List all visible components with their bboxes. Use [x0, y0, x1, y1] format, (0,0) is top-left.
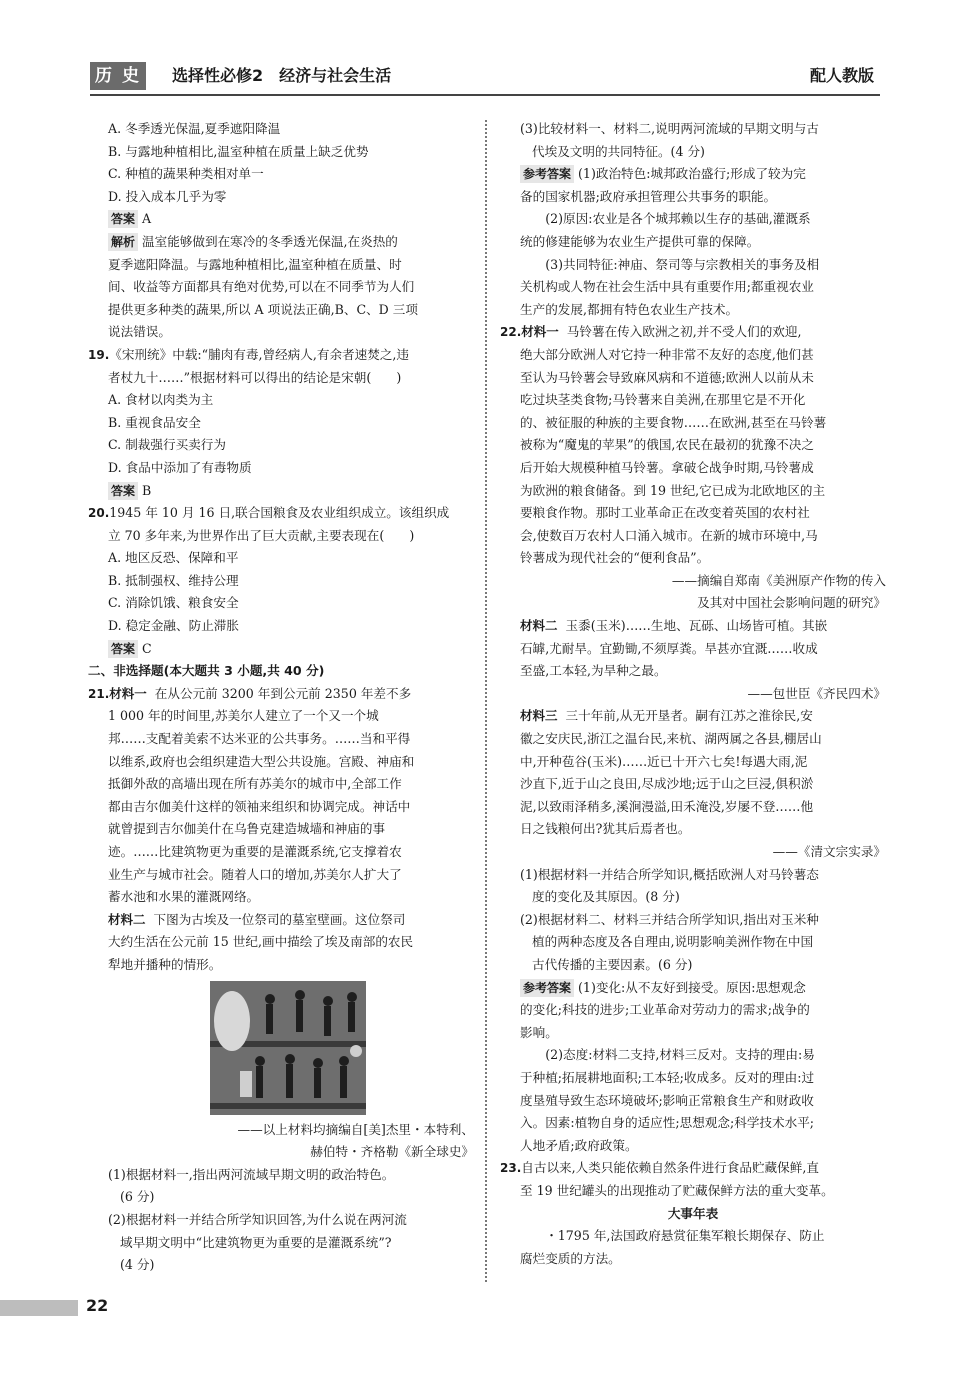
q20-stem: [88, 502, 474, 525]
material-tag: 材料二: [520, 618, 558, 634]
q21-sub2-points: (4 分): [120, 1257, 155, 1273]
q22-material-1: [500, 321, 886, 344]
page-header: [90, 62, 880, 92]
material-tag: 材料三: [520, 708, 558, 724]
q21-sub2-cont: 域早期文明中“比建筑物更为重要的是灌溉系统”?: [120, 1234, 392, 1250]
book-title: 选择性必修2 经济与社会生活: [172, 66, 392, 85]
timeline-title: 大事年表: [667, 1205, 719, 1221]
q18-option-c: C. 种植的蔬果种类相对单一: [108, 166, 264, 182]
material-line: 都由吉尔伽美什这样的领袖来组织和协调完成。神话中: [108, 798, 411, 814]
reference-tag: 参考答案: [520, 165, 574, 183]
q20-option-b: B. 抵制强权、维持公理: [108, 572, 239, 588]
q18-option-b: B. 与露地种植相比,温室种植在质量上缺乏优势: [108, 143, 369, 159]
material-line: 绝大部分欧洲人对它持一种非常不友好的态度,他们甚: [520, 346, 814, 362]
q22-sub1-cont: 度的变化及其原因。(8 分): [532, 889, 680, 905]
q19-option-a: A. 食材以肉类为主: [108, 392, 214, 408]
q20-option-c: C. 消除饥饿、粮食安全: [108, 595, 239, 611]
q21-reference: [500, 163, 886, 186]
section-heading: 二、非选择题(本大题共 3 小题,共 40 分): [88, 663, 325, 679]
material-line: 就曾提到吉尔伽美什在乌鲁克建造城墙和神庙的事: [108, 821, 386, 837]
analysis-text: 温室能够做到在寒冷的冬季透光保温,在炎热的: [142, 233, 398, 249]
material-line: 1 000 年的时间里,苏美尔人建立了一个又一个城: [108, 708, 379, 724]
q19-answer: [88, 480, 474, 503]
reference-text: (1)变化:从不友好到接受。原因:思想观念: [578, 979, 806, 995]
material-line: 邦……支配着美索不达米亚的公共事务。……当和平得: [108, 731, 411, 747]
right-column: [500, 118, 886, 1270]
reference-tag: 参考答案: [520, 979, 574, 997]
q18-analysis-line: 提供更多种类的蔬果,所以 A 项说法正确,B、C、D 三项: [108, 301, 418, 317]
mural-illustration: [210, 981, 366, 1115]
edition-label: 配人教版: [809, 66, 874, 85]
reference-line: 关机构或人物在社会生活中具有重要作用;都重视农业: [520, 279, 814, 295]
footer-bar: [0, 1300, 78, 1316]
question-number: 23.: [500, 1161, 522, 1176]
source-citation: ——以上材料均摘编自[美]杰里・本特利、: [237, 1121, 474, 1137]
reference-line: 人地矛盾;政府政策。: [520, 1137, 638, 1153]
q20-option-a: A. 地区反恐、保障和平: [108, 550, 239, 566]
material-line: 吃过块茎类食物;马铃薯来自美洲,在那里它是不开化: [520, 392, 806, 408]
reference-line: (3)共同特征:神庙、祭司等与宗教相关的事务及相: [545, 256, 820, 272]
answer-tag: 答案: [108, 210, 138, 228]
q19-option-d: D. 食品中添加了有毒物质: [108, 459, 252, 475]
question-number: 21.: [88, 686, 110, 701]
q23-stem: [500, 1157, 886, 1180]
header-rule: [90, 94, 880, 96]
q22-material-2: [500, 615, 886, 638]
q22-sub2-cont: 古代传播的主要因素。(6 分): [532, 956, 693, 972]
q22-sub1: (1)根据材料一并结合所学知识,概括欧洲人对马铃薯态: [520, 866, 819, 882]
material-line: 被称为“魔鬼的苹果”的俄国,农民在最初的犹豫不决之: [520, 437, 814, 453]
q18-option-a: A. 冬季透光保温,夏季遮阳降温: [108, 121, 281, 136]
subject-label: 历 史: [90, 62, 146, 90]
timeline-entry: ・1795 年,法国政府悬赏征集军粮长期保存、防止: [545, 1228, 825, 1244]
material-line: 大约生活在公元前 15 世纪,画中描绘了埃及南部的农民: [108, 934, 414, 950]
reference-text: (1)政治特色:城邦政治盛行;形成了较为完: [578, 166, 806, 182]
reference-line: 入。因素:植物自身的适应性;思想观念;科学技术水平;: [520, 1115, 815, 1131]
q19-option-c: C. 制裁强行买卖行为: [108, 437, 226, 453]
material-line: 铃薯成为现代社会的“便利食品”。: [520, 550, 710, 566]
material-line: 泥,以致雨泽稍多,溪涧漫溢,田禾淹没,岁屡不登……他: [520, 798, 814, 814]
q21-sub3-cont: 代埃及文明的共同特征。(4 分): [532, 143, 705, 159]
material-text: 三十年前,从无开垦者。嗣有江苏之淮徐民,安: [565, 708, 813, 724]
material-text: 马铃薯在传入欧洲之初,并不受人们的欢迎,: [566, 324, 802, 340]
q18-analysis-line: 间、收益等方面都具有绝对优势,可以在不同季节为人们: [108, 279, 415, 295]
question-number: 20.: [88, 506, 110, 521]
answer-value: C: [142, 640, 152, 656]
source-citation: 赫伯特・齐格勒《新全球史》: [310, 1144, 474, 1160]
reference-line: 于种植;拓展耕地面积;工本轻;收成多。反对的理由:过: [520, 1069, 815, 1085]
reference-line: 统的修建能够为农业生产提供可靠的保障。: [520, 233, 760, 249]
material-tag: 材料一: [109, 685, 147, 701]
answer-value: B: [142, 482, 152, 498]
reference-line: 影响。: [520, 1024, 558, 1040]
material-line: 以维系,政府也会组织建造大型公共设施。宫殿、神庙和: [108, 753, 415, 769]
q22-sub2: (2)根据材料二、材料三并结合所学知识,指出对玉米种: [520, 911, 819, 927]
material-line: 要粮食作物。那时工业革命正在改变着英国的农村社: [520, 505, 810, 521]
question-number: 19.: [88, 347, 110, 362]
material-line: 沙直下,近于山之良田,尽成沙地;远于山之巨浸,俱积淤: [520, 776, 814, 792]
reference-line: (2)原因:农业是各个城邦赖以生存的基础,灌溉系: [545, 211, 811, 227]
q18-analysis-line: 夏季遮阳降温。与露地种植相比,温室种植在质量、时: [108, 256, 402, 272]
q18-analysis-line: [88, 231, 474, 254]
q21-sub1: (1)根据材料一,指出两河流域早期文明的政治特色。: [108, 1166, 395, 1182]
timeline-entry-cont: 腐烂变质的方法。: [520, 1250, 621, 1266]
material-text: 在从公元前 3200 年到公元前 2350 年差不多: [154, 685, 412, 701]
material-line: 抵御外敌的高墙出现在所有苏美尔的城市中,全部工作: [108, 776, 402, 792]
material-line: 日之钱粮何出?犹其后焉者也。: [520, 821, 691, 837]
q18-analysis-line: 说法错误。: [108, 324, 171, 340]
reference-line: 度垦殖导致生态环境破坏;影响正常粮食生产和财政收: [520, 1092, 814, 1108]
reference-line: 的变化;科技的进步;工业革命对劳动力的需求;战争的: [520, 1002, 810, 1018]
q22-material-3: [500, 705, 886, 728]
q21-material-1: [88, 683, 474, 706]
source-citation: 及其对中国社会影响问题的研究》: [697, 595, 886, 611]
material-line: 会,使数百万农村人口涌入城市。在新的城市环境中,马: [520, 527, 818, 543]
q23-stem-cont: 至 19 世纪罐头的出现推动了贮藏保鲜方法的重大变革。: [520, 1182, 834, 1198]
q18-option-d: D. 投入成本几乎为零: [108, 188, 227, 204]
question-number: 22.: [500, 325, 522, 340]
reference-line: 生产的发展,都拥有特色农业生产技术。: [520, 301, 739, 317]
question-text: 1945 年 10 月 16 日,联合国粮食及农业组织成立。该组织成: [109, 505, 450, 521]
source-citation: ——《清文宗实录》: [772, 844, 886, 859]
material-text: 玉黍(玉米)……生地、瓦砾、山场皆可植。其嵌: [565, 618, 828, 634]
material-text: 下图为古埃及一位祭司的墓室壁画。这位祭司: [153, 911, 406, 927]
material-line: 至盛,工本轻,为旱种之最。: [520, 663, 667, 679]
source-citation: ——包世臣《齐民四术》: [747, 685, 886, 701]
material-line: 业生产与城市社会。随着人口的增加,苏美尔人扩大了: [108, 866, 402, 882]
q21-sub3: (3)比较材料一、材料二,说明两河流域的早期文明与古: [520, 121, 819, 136]
q20-stem-cont: 立 70 多年来,为世界作出了巨大贡献,主要表现在( ): [108, 527, 415, 543]
q20-option-d: D. 稳定金融、防止滞胀: [108, 618, 239, 634]
material-line: 迹。……比建筑物更为重要的是灌溉系统,它支撑着农: [108, 844, 402, 859]
source-citation: ——摘编自郑南《美洲原产作物的传入: [671, 572, 886, 588]
material-tag: 材料二: [108, 911, 146, 927]
q20-answer: [88, 638, 474, 661]
column-divider: [485, 120, 487, 1282]
material-line: 中,开种苞谷(玉米)……近已十开六七矣!每遇大雨,泥: [520, 753, 808, 769]
material-line: 至认为马铃薯会导致麻风病和不道德;欧洲人以前从未: [520, 369, 814, 385]
answer-value: A: [142, 211, 152, 227]
material-line: 为欧洲的粮食储备。到 19 世纪,它已成为北欧地区的主: [520, 482, 826, 498]
q21-sub2: (2)根据材料一并结合所学知识回答,为什么说在两河流: [108, 1211, 407, 1227]
q21-sub1-points: (6 分): [120, 1189, 155, 1205]
answer-tag: 答案: [108, 482, 138, 500]
answer-tag: 答案: [108, 640, 138, 658]
material-line: 徽之安庆民,浙江之温台民,来杭、湖两属之各县,棚居山: [520, 731, 822, 747]
page-number: 22: [86, 1296, 109, 1315]
reference-line: 备的国家机器;政府承担管理公共事务的职能。: [520, 188, 777, 204]
material-line: 后开始大规模种植马铃薯。拿破仑战争时期,马铃薯成: [520, 459, 814, 475]
reference-line: (2)态度:材料二支持,材料三反对。支持的理由:易: [545, 1047, 815, 1063]
material-line: 犁地并播种的情形。: [108, 956, 222, 972]
material-line: 蓄水池和水果的灌溉网络。: [108, 889, 260, 905]
left-column: [88, 118, 474, 1277]
q19-stem-cont: 者杖九十……”根据材料可以得出的结论是宋朝( ): [108, 369, 402, 385]
q19-stem: [88, 344, 474, 367]
material-line: 的、被征服的种族的主要食物……在欧洲,甚至在马铃薯: [520, 414, 827, 430]
question-text: 《宋刑统》中载:“脯肉有毒,曾经病人,有余者速焚之,违: [109, 346, 410, 362]
q21-material-2: [88, 909, 474, 932]
analysis-tag: 解析: [108, 233, 138, 251]
tomb-mural-image: [210, 981, 366, 1115]
q19-option-b: B. 重视食品安全: [108, 414, 201, 430]
material-tag: 材料一: [521, 324, 559, 340]
material-line: 石罅,尤耐旱。宜勤锄,不须厚粪。旱甚亦宜溉……收成: [520, 640, 818, 656]
question-text: 自古以来,人类只能依赖自然条件进行食品贮藏保鲜,直: [521, 1160, 819, 1176]
q18-answer: [88, 208, 474, 231]
q22-reference: [500, 977, 886, 1000]
q22-sub2-cont: 植的两种态度及各自理由,说明影响美洲作物在中国: [532, 934, 814, 950]
